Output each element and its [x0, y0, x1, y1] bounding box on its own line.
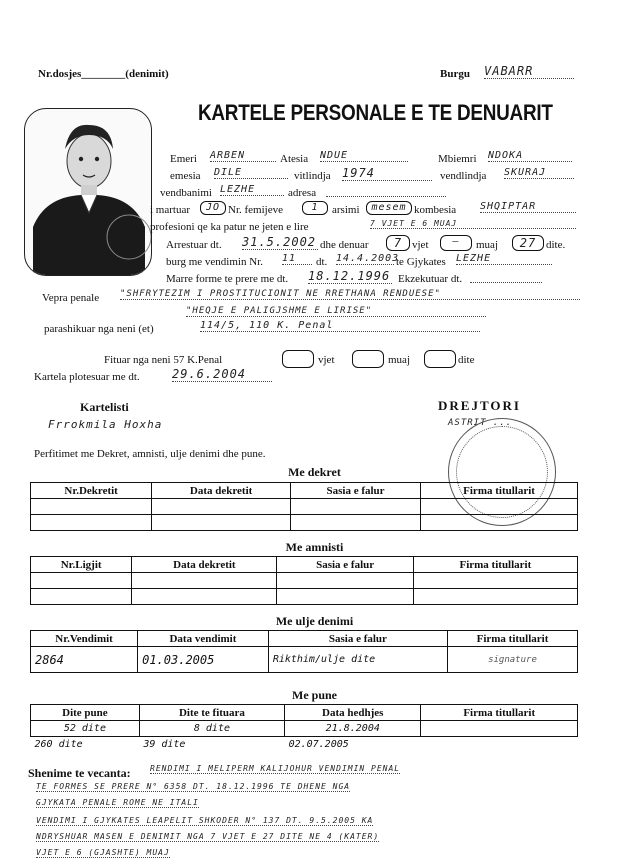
emesia-label: emesia — [170, 170, 201, 182]
vendbanimi-value: LEZHE — [220, 184, 284, 196]
cell — [277, 573, 413, 589]
martuar-value: JO — [200, 201, 226, 215]
adresa-label: adresa — [288, 187, 317, 199]
plotesuar-value: 29.6.2004 — [172, 367, 272, 382]
vitlindja-value: 1974 — [342, 166, 432, 181]
cell: 21.8.2004 — [285, 721, 421, 737]
gjykata-value: LEZHE — [456, 253, 552, 265]
dekret-col-2: Data dekretit — [152, 483, 291, 499]
table-row — [31, 573, 578, 589]
cell — [290, 515, 420, 531]
kartelisti-label: Kartelisti — [80, 400, 129, 414]
ulje-col-1: Nr.Vendimit — [31, 631, 138, 647]
cell — [132, 573, 277, 589]
section-dekret: Me dekret — [288, 465, 341, 479]
shenime-line3: GJYKATA PENALE ROME NE ITALI — [36, 798, 199, 807]
neni-value: 114/5, 110 K. Penal — [200, 320, 480, 332]
dekret-col-1: Nr.Dekretit — [31, 483, 152, 499]
cell — [421, 721, 578, 737]
ulje-col-2: Data vendimit — [138, 631, 269, 647]
cell — [277, 589, 413, 605]
cell: 260 dite — [34, 739, 83, 750]
amnisti-col-1: Nr.Ligjit — [31, 557, 132, 573]
fituar-muaj-label: muaj — [388, 354, 410, 366]
table-row — [31, 647, 578, 673]
pune-table — [30, 704, 578, 752]
denuar-vjet-label: vjet — [412, 239, 429, 251]
table-row — [31, 721, 578, 737]
fituar-dite-label: dite — [458, 354, 475, 366]
denuar-vjet-value: 7 — [386, 235, 410, 251]
cell — [421, 499, 578, 515]
drejtori-signature: ASTRIT ... — [448, 418, 513, 428]
arrestuar-value: 31.5.2002 — [242, 235, 317, 249]
section-pune: Me pune — [292, 688, 337, 702]
vendimi-label: burg me vendimin Nr. — [166, 256, 263, 268]
dosje-label: Nr.dosjes________(denimit) — [38, 68, 169, 80]
vendlindja-value: SKURAJ — [504, 167, 574, 179]
vendimi-dt-label: dt. — [316, 256, 328, 268]
table-row — [31, 499, 578, 515]
cell — [31, 515, 152, 531]
cell: 8 dite — [139, 721, 284, 737]
fituar-dite-box — [424, 350, 456, 368]
vepra-line1: "SHFRYTEZIM I PROSTITUCIONIT NE RRETHANA RENDUESE" — [120, 289, 580, 300]
emesia-value: DILE — [214, 167, 288, 179]
kartelisti-signature: Frrokmila Hoxha — [48, 418, 163, 431]
arsimi-value: mesem — [366, 201, 412, 215]
table-row — [31, 737, 578, 753]
dekret-col-3: Sasia e falur — [290, 483, 420, 499]
shenime-line6: VJET E 6 (GJASHTE) MUAJ — [36, 848, 170, 857]
pune-col-4: Firma titullarit — [421, 705, 578, 721]
cell-signature: signature — [447, 647, 577, 673]
drejtori-label: DREJTORI — [438, 398, 521, 413]
cell — [132, 589, 277, 605]
cell — [31, 589, 132, 605]
mbiemri-value: NDOKA — [488, 150, 572, 162]
vendlindja-label: vendlindja — [440, 170, 487, 182]
pune-col-3: Data hedhjes — [285, 705, 421, 721]
vendimi-dt-value: 14.4.2003 — [336, 253, 400, 264]
cell — [290, 499, 420, 515]
arsimi-label: arsimi — [332, 204, 360, 216]
fituar-vjet-box — [282, 350, 314, 368]
section-amnisti: Me amnisti — [285, 540, 344, 554]
cell: 39 dite — [143, 739, 186, 750]
shenime-line4: VENDIMI I GJYKATES LEAPELIT SHKODER N° 137 DT. 9.5.2005 KA — [36, 816, 374, 825]
plotesuar-label: Kartela plotesuar me dt. — [34, 371, 140, 383]
femijeve-label: Nr. femijeve — [228, 204, 283, 216]
amnisti-col-2: Data dekretit — [132, 557, 277, 573]
adresa-value — [326, 184, 446, 197]
denuar-dite-value: 27 — [512, 235, 544, 251]
burgu-label: Burgu — [440, 68, 470, 80]
section-ulje: Me ulje denimi — [275, 614, 354, 628]
ekzekutuar-value — [470, 270, 542, 283]
fituar-muaj-box — [352, 350, 384, 368]
shenime-line1: RENDIMI I MELIPERM KALIJOHUR VENDIMIN PENAL — [150, 764, 401, 773]
profesioni-value: 7 VJET E 6 MUAJ — [370, 219, 576, 229]
page-title: KARTELE PERSONALE E TE DENUARIT — [198, 100, 553, 125]
burgu-value: VABARR — [484, 64, 574, 79]
vendbanimi-label: vendbanimi — [160, 187, 212, 199]
marre-label: Marre forme te prere me dt. — [166, 273, 289, 285]
shenime-line5: NDRYSHUAR MASEN E DENIMIT NGA 7 VJET E 27 DITE NE 4 (KATER) — [36, 832, 380, 841]
pune-col-2: Dite te fituara — [139, 705, 284, 721]
ulje-table — [30, 630, 578, 673]
vepra-label: Vepra penale — [42, 292, 100, 304]
dekret-table — [30, 482, 578, 531]
emeri-label: Emeri — [170, 153, 197, 165]
shenime-line2: TE FORMES SE PRERE N° 6358 DT. 18.12.1996 TE DHENE NGA — [36, 782, 351, 791]
cell — [31, 573, 132, 589]
denuar-muaj-label: muaj — [476, 239, 498, 251]
cell: 52 dite — [31, 721, 140, 737]
vepra-line2: "HEQJE E PALIGJSHME E LIRISE" — [186, 306, 486, 317]
pune-col-1: Dite pune — [31, 705, 140, 721]
table-row — [31, 515, 578, 531]
cell: 01.03.2005 — [138, 647, 269, 673]
fituar-vjet-label: vjet — [318, 354, 335, 366]
ekzekutuar-label: Ekzekutuar dt. — [398, 273, 463, 285]
denuar-muaj-value: — — [440, 235, 472, 251]
mbiemri-label: Mbiemri — [438, 153, 477, 165]
atesia-label: Atesia — [280, 153, 309, 165]
gjykata-label: te Gjykates — [396, 256, 446, 268]
cell — [413, 589, 577, 605]
shenime-label: Shenime te vecanta: — [28, 766, 131, 780]
denuar-label: dhe denuar — [320, 239, 369, 251]
photo — [24, 108, 152, 276]
ulje-col-3: Sasia e falur — [268, 631, 447, 647]
cell — [152, 515, 291, 531]
ulje-col-4: Firma titullarit — [447, 631, 577, 647]
amnisti-table — [30, 556, 578, 605]
portrait-photo-icon — [25, 109, 151, 275]
amnisti-col-3: Sasia e falur — [277, 557, 413, 573]
atesia-value: NDUE — [320, 150, 408, 162]
cell — [421, 515, 578, 531]
kombesia-value: SHQIPTAR — [480, 201, 576, 213]
cell: 2864 — [31, 647, 138, 673]
femijeve-value: 1 — [302, 201, 328, 215]
cell — [31, 499, 152, 515]
neni-label: parashikuar nga neni (et) — [44, 323, 154, 335]
cell: 02.07.2005 — [288, 739, 349, 750]
cell — [152, 499, 291, 515]
cell: Rikthim/ulje dite — [268, 647, 447, 673]
table-row — [31, 589, 578, 605]
vitlindja-label: vitlindja — [294, 170, 331, 182]
cell — [413, 573, 577, 589]
perfitimet-text: Perfitimet me Dekret, amnisti, ulje denimi dhe pune. — [34, 448, 266, 460]
arrestuar-label: Arrestuar dt. — [166, 239, 222, 251]
fituar-label: Fituar nga neni 57 K.Penal — [104, 354, 223, 366]
emeri-value: ARBEN — [210, 150, 276, 162]
martuar-label: i martuar — [150, 204, 191, 216]
marre-value: 18.12.1996 — [308, 269, 391, 283]
profesioni-label: profesioni qe ka patur ne jeten e lire — [150, 221, 309, 233]
amnisti-col-4: Firma titullarit — [413, 557, 577, 573]
cell — [421, 737, 578, 753]
denuar-dite-label: dite. — [546, 239, 566, 251]
kombesia-label: kombesia — [414, 204, 457, 216]
vendimi-nr-value: 11 — [282, 253, 312, 265]
dekret-col-4: Firma titullarit — [421, 483, 578, 499]
